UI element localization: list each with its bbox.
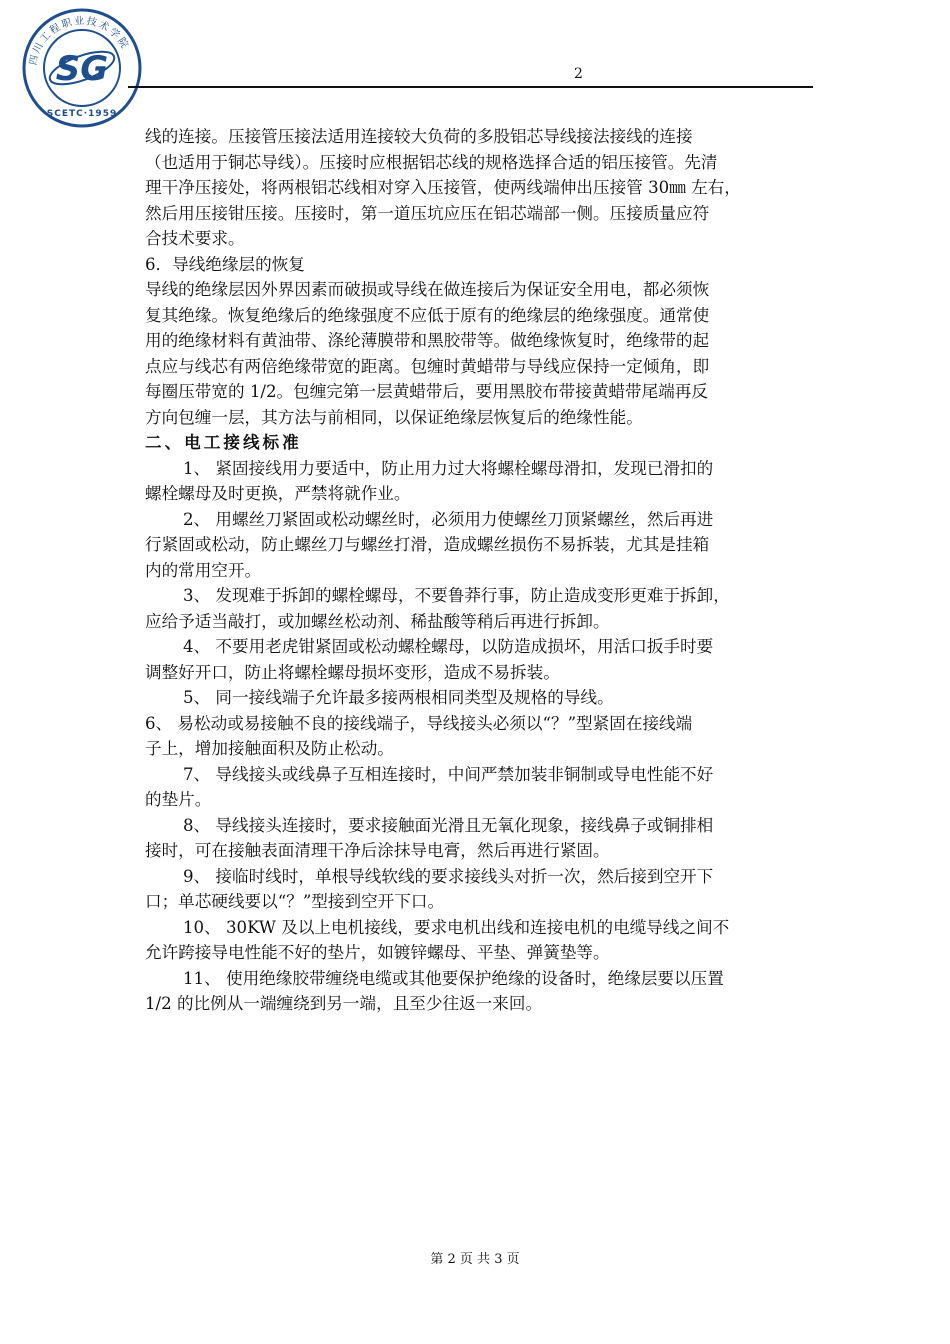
- body-line: 用的绝缘材料有黄油带、涤纶薄膜带和黑胶带等。做绝缘恢复时，绝缘带的起: [145, 331, 710, 350]
- list-item-cont: 1/2 的比例从一端缠绕到另一端，且至少往返一来回。: [145, 994, 543, 1013]
- body-line: 每圈压带宽的 1/2。包缠完第一层黄蜡带后，要用黑胶布带接黄蜡带尾端再反: [145, 382, 708, 401]
- list-item-cont: 应给予适当敲打，或加螺丝松动剂、稀盐酸等稍后再进行拆卸。: [145, 611, 610, 631]
- list-item-cont: 子上，增加接触面积及防止松动。: [145, 739, 394, 758]
- list-item-cont: 螺栓螺母及时更换，严禁将就作业。: [145, 484, 411, 503]
- body-line: 线的连接。压接管压接法适用连接较大负荷的多股铝芯导线接法接线的连接: [145, 127, 693, 146]
- logo-monogram: SG: [55, 49, 109, 89]
- list-item-cont: 允许跨接导电性能不好的垫片，如镀锌螺母、平垫、弹簧垫等。: [145, 943, 610, 962]
- list-item: 7、 导线接头或线鼻子互相连接时，中间严禁加装非铜制或导电性能不好: [183, 764, 714, 784]
- list-item-cont: 调整好开口，防止将螺栓螺母损坏变形，造成不易拆装。: [145, 662, 560, 682]
- document-body: [145, 124, 813, 1017]
- body-line: 导线的绝缘层因外界因素而破损或导线在做连接后为保证安全用电，都必须恢: [145, 280, 710, 299]
- body-line: 方向包缠一层，其方法与前相同，以保证绝缘层恢复后的绝缘性能。: [145, 407, 643, 427]
- list-item: 10、 30KW 及以上电机接线，要求电机出线和连接电机的电缆导线之间不: [183, 917, 730, 937]
- list-item: 1、 紧固接线用力要适中，防止用力过大将螺栓螺母滑扣，发现已滑扣的: [183, 458, 714, 478]
- list-item: 3、 发现难于拆卸的螺栓螺母，不要鲁莽行事，防止造成变形更难于拆卸，: [183, 586, 730, 605]
- header-divider: [128, 86, 813, 88]
- list-item-cont: 行紧固或松动，防止螺丝刀与螺丝打滑，造成螺丝损伤不易拆装，尤其是挂箱: [145, 535, 710, 554]
- list-item: 8、 导线接头连接时，要求接触面光滑且无氧化现象，接线鼻子或铜排相: [183, 815, 714, 835]
- body-line: 复其绝缘。恢复绝缘后的绝缘强度不应低于原有的绝缘层的绝缘强度。通常使: [145, 305, 710, 325]
- header-page-number: 2: [574, 66, 583, 82]
- page-footer: 第 2 页 共 3 页: [430, 1252, 520, 1267]
- logo-arc-text: 四川工程职业技术学院: [28, 15, 131, 67]
- subsection-title: 6．导线绝缘层的恢复: [145, 254, 305, 274]
- list-item-cont: 的垫片。: [145, 790, 212, 809]
- school-logo: [14, 4, 150, 128]
- list-item: 4、 不要用老虎钳紧固或松动螺栓螺母，以防造成损坏，用活口扳手时要: [183, 637, 714, 656]
- body-line: 理干净压接处，将两根铝芯线相对穿入压接管，使两线端伸出压接管 30㎜ 左右，: [145, 178, 741, 197]
- logo-bottom-text: SCETC·1959: [46, 109, 118, 119]
- list-item-cont: 接时，可在接触表面清理干净后涂抹导电膏，然后再进行紧固。: [145, 841, 610, 860]
- list-item-cont: 口；单芯硬线要以“？”型接到空开下口。: [145, 892, 445, 911]
- list-item-cont: 内的常用空开。: [145, 560, 262, 580]
- body-line: 点应与线芯有两倍绝缘带宽的距离。包缠时黄蜡带与导线应保持一定倾角，即: [145, 356, 710, 376]
- body-line: 然后用压接钳压接。压接时，第一道压坑应压在铝芯端部一侧。压接质量应符: [145, 203, 710, 223]
- list-item: 5、 同一接线端子允许最多接两根相同类型及规格的导线。: [183, 688, 614, 707]
- school-logo-graphic: [14, 4, 150, 128]
- body-line: 合技术要求。: [145, 229, 245, 248]
- body-line: （也适用于铜芯导线）。压接时应根据铝芯线的规格选择合适的铝压接管。先清: [145, 152, 718, 172]
- list-item: 9、 接临时线时，单根导线软线的要求接线头对折一次，然后接到空开下: [183, 866, 714, 886]
- section-heading: 二、电工接线标准: [145, 432, 302, 452]
- list-item: 2、 用螺丝刀紧固或松动螺丝时，必须用力使螺丝刀顶紧螺丝，然后再进: [183, 509, 714, 529]
- list-item: 11、 使用绝缘胶带缠绕电缆或其他要保护绝缘的设备时，绝缘层要以压置: [183, 968, 724, 988]
- list-item: 6、 易松动或易接触不良的接线端子，导线接头必须以“？”型紧固在接线端: [145, 713, 693, 733]
